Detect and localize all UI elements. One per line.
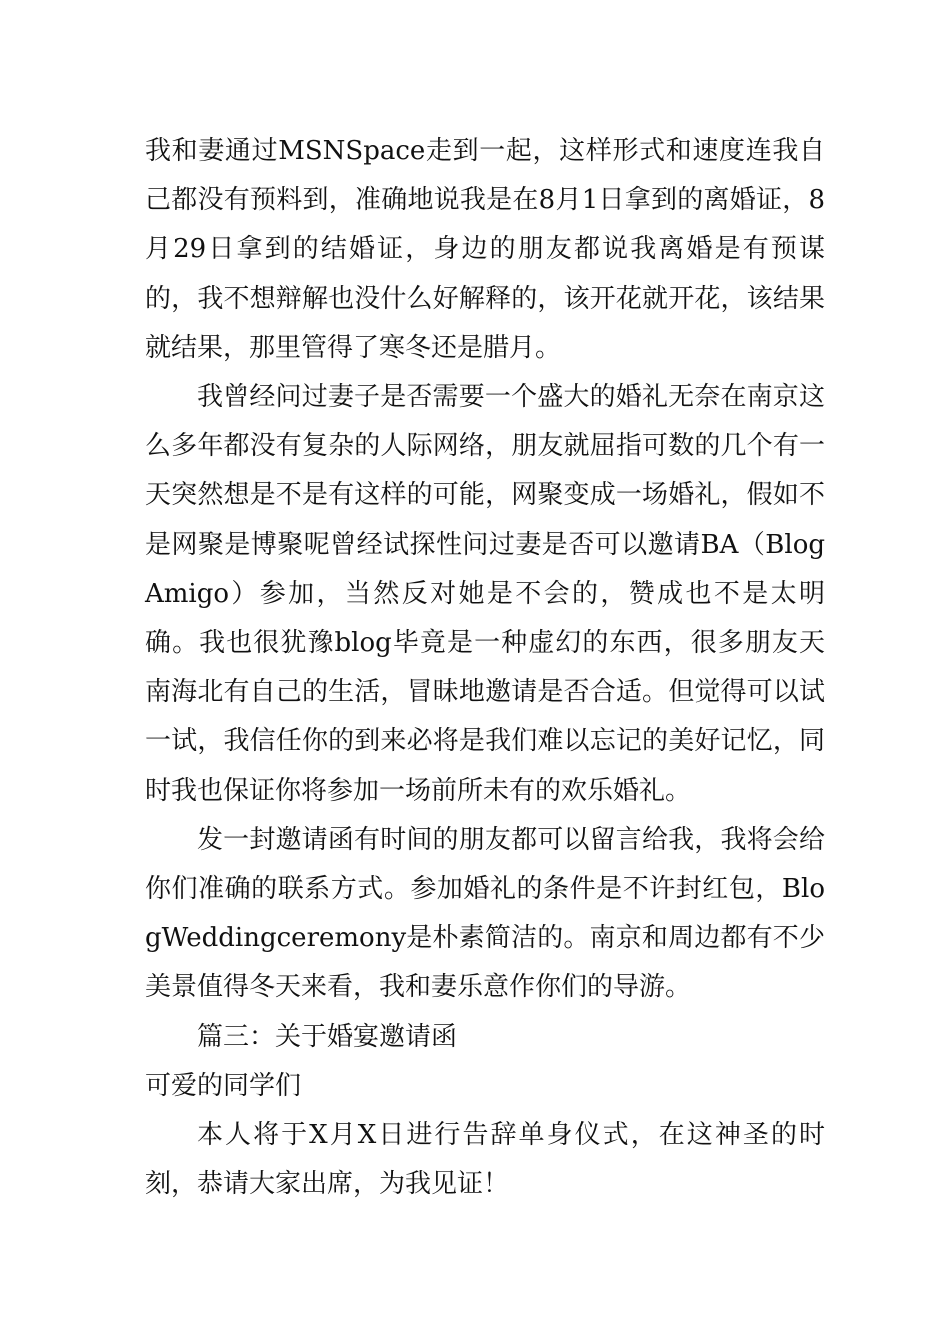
document-body — [145, 127, 825, 1209]
section-heading: 篇三：关于婚宴邀请函 — [197, 1021, 458, 1052]
salutation: 可爱的同学们 — [145, 1070, 302, 1101]
paragraph-invitation-details: 发一封邀请函有时间的朋友都可以留言给我，我将会给你们准确的联系方式。参加婚礼的条件是不许封红包，BlogWeddingceremony是朴素简洁的。南京和周边都有不少美景值得冬天来看，我和妻乐意作你们的导游。 — [145, 824, 825, 1003]
paragraph-msn-space: 我和妻通过MSNSpace走到一起，这样形式和速度连我自己都没有预料到，准确地说我是在8月1日拿到的离婚证，8月29日拿到的结婚证，身边的朋友都说我离婚是有预谋的，我不想辩解也没什么好解释的，该开花就开花，该结果就结果，那里管得了寒冬还是腊月。 — [145, 136, 825, 363]
paragraph-wedding-idea: 我曾经问过妻子是否需要一个盛大的婚礼无奈在南京这么多年都没有复杂的人际网络，朋友就屈指可数的几个有一天突然想是不是有这样的可能，网聚变成一场婚礼，假如不是网聚是博聚呢曾经试探性问过妻是否可以邀请BA（BlogAmigo）参加，当然反对她是不会的，赞成也不是太明确。我也很犹豫blog毕竟是一种虚幻的东西，很多朋友天南海北有自己的生活，冒昧地邀请是否合适。但觉得可以试一试，我信任你的到来必将是我们难以忘记的美好记忆，同时我也保证你将参加一场前所未有的欢乐婚礼。 — [145, 382, 825, 806]
paragraph-ceremony-invitation: 本人将于X月X日进行告辞单身仪式，在这神圣的时刻，恭请大家出席，为我见证！ — [145, 1120, 825, 1200]
